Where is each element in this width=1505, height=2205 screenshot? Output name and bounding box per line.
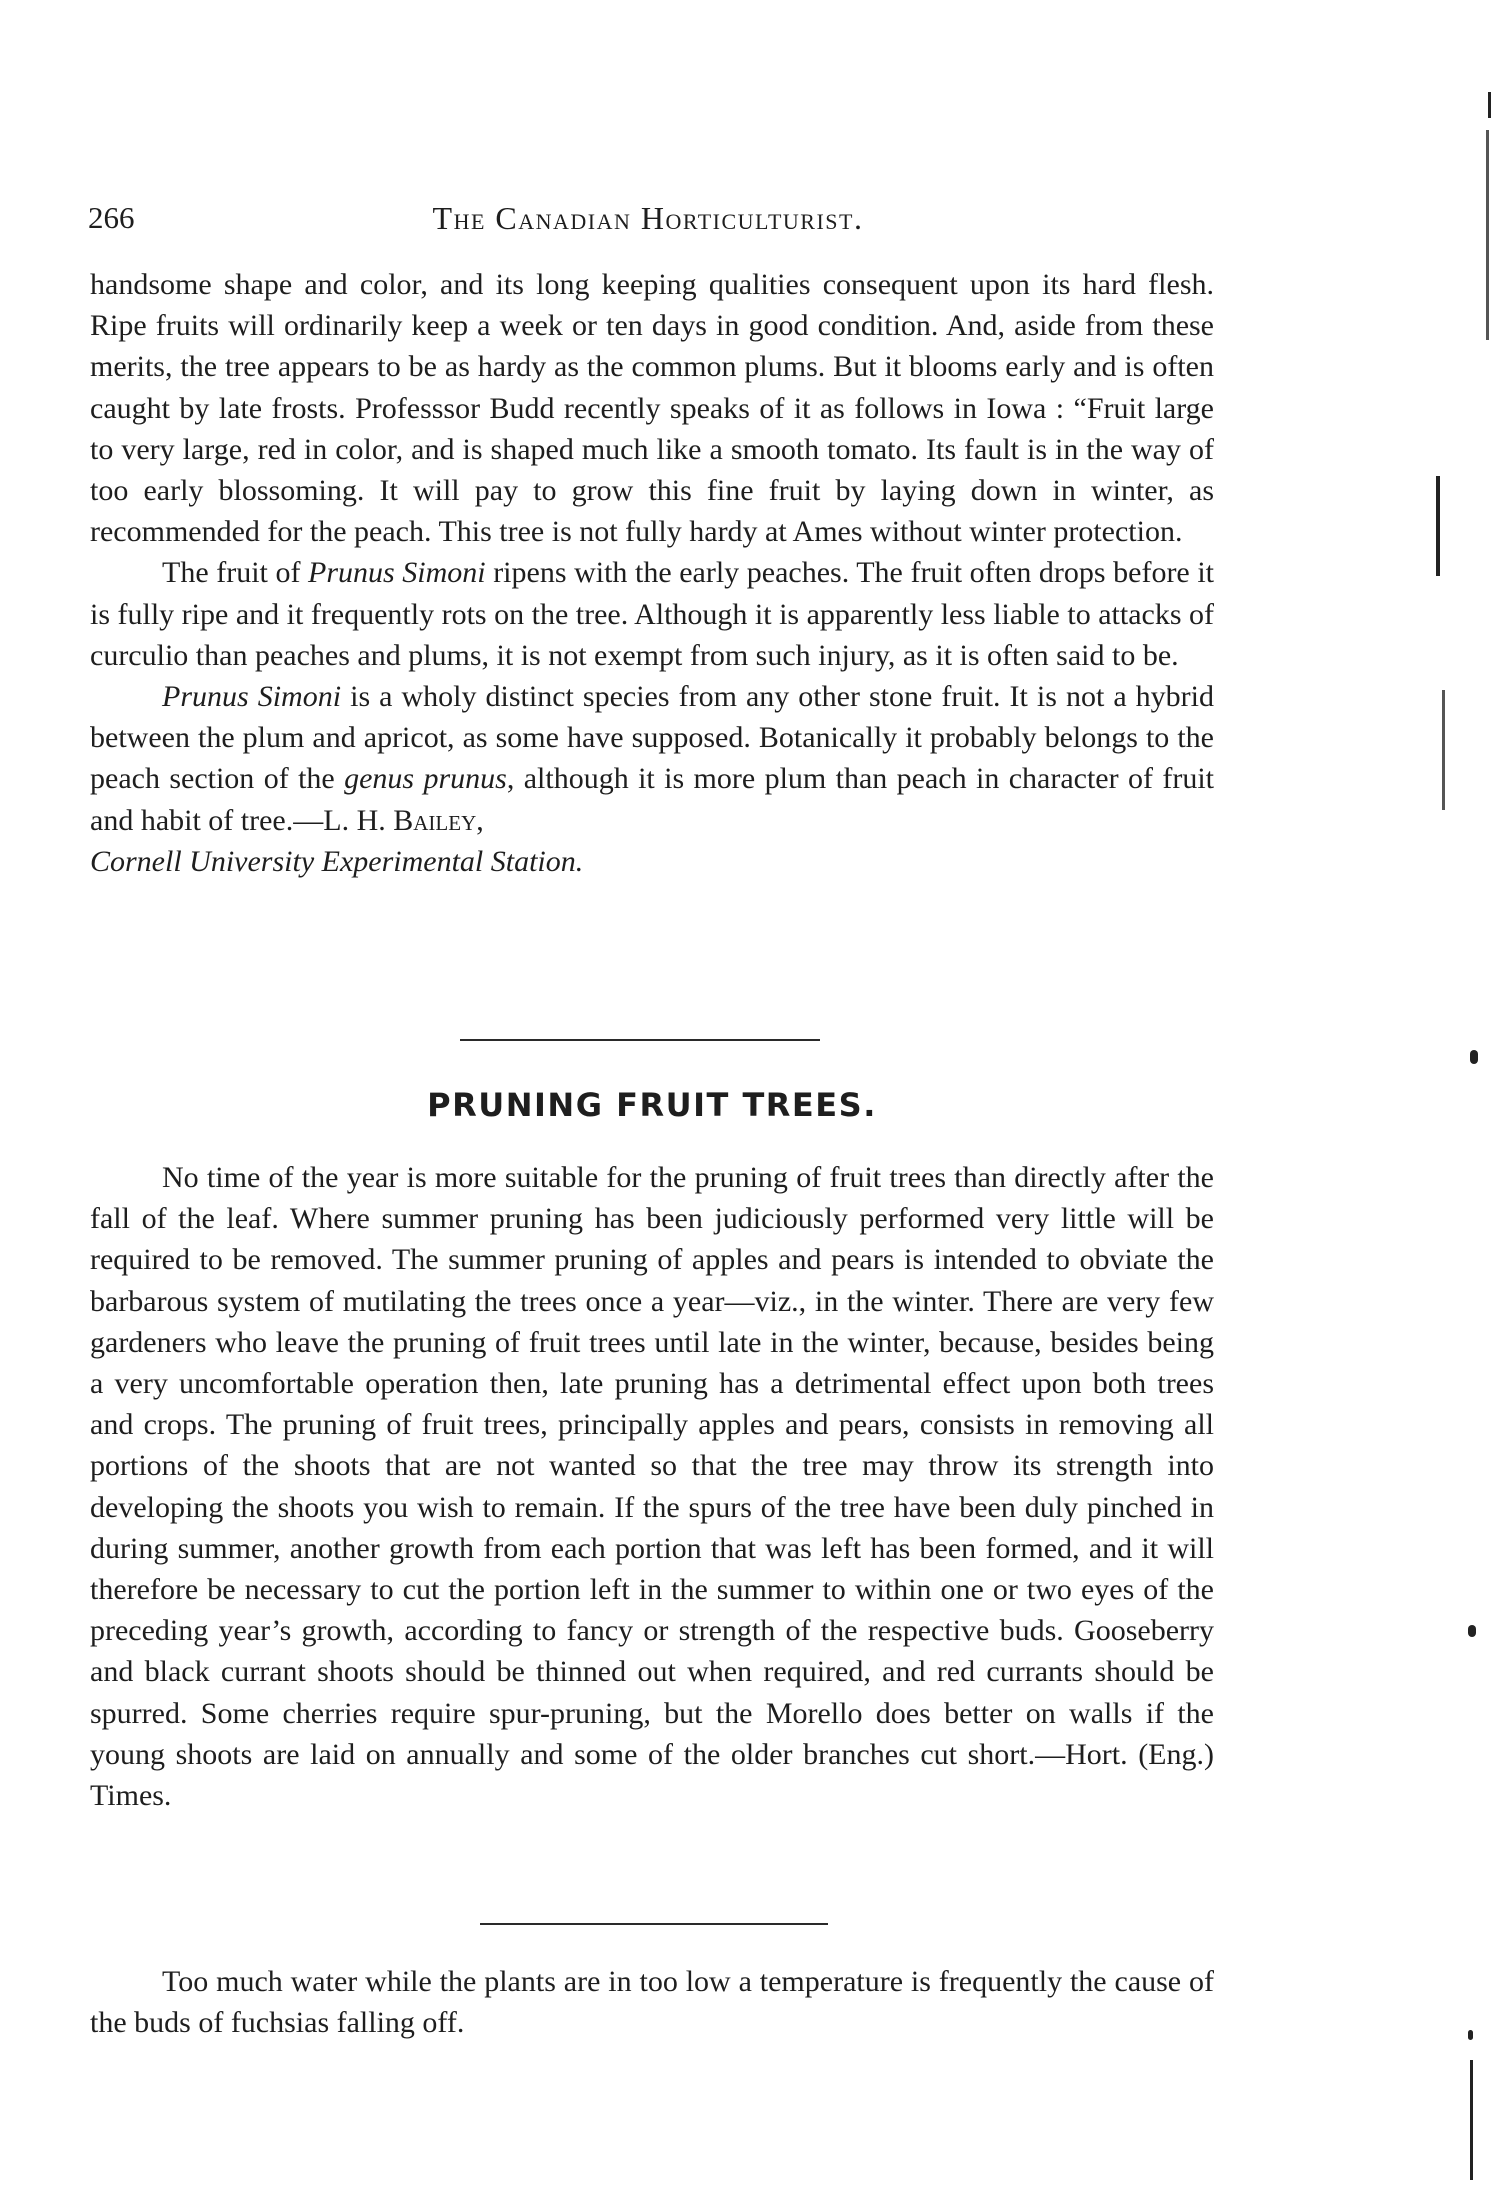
genus-name: genus prunus — [344, 762, 507, 796]
scan-artifact — [1488, 92, 1491, 118]
author-punctuation: , — [476, 803, 484, 837]
running-head — [88, 196, 1208, 240]
paragraph-plum-description: handsome shape and color, and its long keeping qualities consequent upon its hard flesh. Ripe fruits will ordinarily keep a week or ten days in good condition. And, aside from these merits, the tree appears to be as hardy as the common plums. But it blooms early and is often caught by late frosts. Professsor Budd recently speaks of it as follows in Iowa : “Fruit large to very large, red in color, and is shaped much like a smooth tomato. Its fault is in the way of too early blossoming. It will pay to grow this fine fruit by laying down in winter, as recommended for the peach. This tree is not fully hardy at Ames without winter protection. — [90, 268, 1214, 549]
paragraph-ripening-lead: The fruit of — [162, 556, 309, 590]
scan-artifact — [1442, 690, 1445, 810]
paragraph-classification-text-1: is a wholy distinct species from any other stone fruit. It is not a hybrid between the plum and apricot, as some have supposed. Botanically it probably belongs to the peach section of the — [90, 680, 1215, 796]
author-name: L. H. Bailey — [323, 803, 477, 837]
journal-title: The Canadian Horticulturist. — [432, 200, 864, 236]
pruning-article — [90, 1157, 1214, 1816]
paragraph-classification-text-2: , although it is more plum than peach in character of fruit and habit of tree.— — [90, 762, 1215, 837]
paragraph-classification — [90, 676, 1214, 882]
section-heading: PRUNING FRUIT TREES. — [427, 1086, 877, 1124]
scan-artifact — [1436, 476, 1440, 576]
paragraph-ripening-text: ripens with the early peaches. The fruit often drops before it is fully ripe and it frequently rots on the tree. Although it is apparently less liable to attacks of curculio than peaches and plums, it is not exempt from such injury, as it is often said to be. — [90, 556, 1214, 672]
species-name: Prunus Simoni — [308, 556, 486, 590]
scan-artifact — [1486, 130, 1489, 340]
paragraph-ripening — [90, 552, 1214, 676]
page-number: 266 — [88, 200, 135, 235]
author-affiliation: Cornell University Experimental Station. — [90, 844, 584, 878]
species-name: Prunus Simoni — [162, 680, 342, 714]
scan-artifact — [1468, 1625, 1476, 1637]
scan-artifact — [1468, 2030, 1473, 2040]
pruning-article-body: No time of the year is more suitable for the pruning of fruit trees than directly after the fall of the leaf. Where summer pruning has been judiciously performed very little will be required to be removed. The summer pruning of apples and pears is intended to obviate the barbarous system of mutilating the trees once a year—viz., in the winter. There are very few gardeners who leave the pruning of fruit trees until late in the winter, because, besides being a very uncomfortable operation then, late pruning has a detrimental effect upon both trees and crops. The pruning of fruit trees, principally apples and pears, consists in removing all portions of the shoots that are not wanted so that the tree may throw its strength into developing the shoots you wish to remain. If the spurs of the tree have been duly pinched in during summer, another growth from each portion that was left has been formed, and it will therefore be necessary to cut the portion left in the summer to within one or two eyes of the preceding year’s growth, according to fancy or strength of the respective buds. Gooseberry and black currant shoots should be thinned out when required, and red currants should be spurred. Some cherries require spur-pruning, but the Morello does better on walls if the young shoots are laid on annually and some of the older branches cut short.—Hort. (Eng.) Times. — [90, 1161, 1214, 1813]
article-continuation — [90, 264, 1214, 882]
filler-note — [90, 1961, 1214, 2043]
section-divider — [480, 1923, 828, 1925]
section-divider — [460, 1039, 820, 1041]
scan-artifact — [1470, 2060, 1473, 2180]
filler-note-text: Too much water while the plants are in too low a temperature is frequently the cause of the buds of fuchsias falling off. — [90, 1965, 1214, 2040]
scan-artifact — [1470, 1050, 1478, 1064]
